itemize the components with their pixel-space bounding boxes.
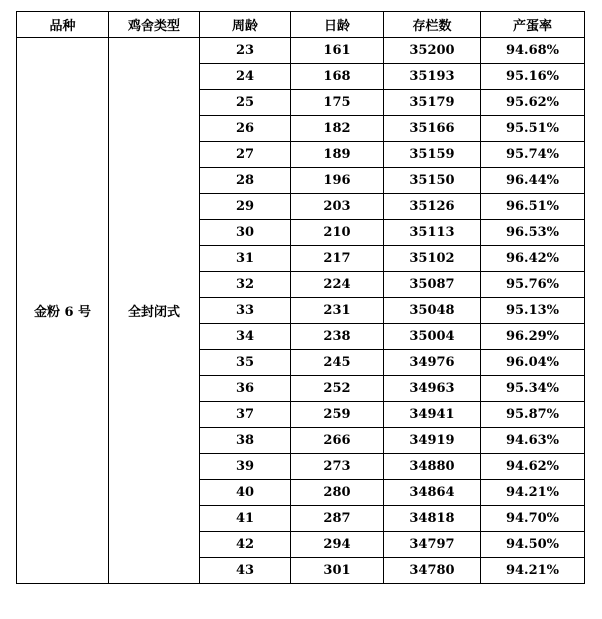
cell-stock-count: 34864 [384, 480, 481, 506]
cell-breed: 金粉 6 号 [17, 38, 109, 584]
cell-week-age: 35 [200, 350, 291, 376]
cell-stock-count: 34919 [384, 428, 481, 454]
cell-laying-rate: 94.50% [481, 532, 585, 558]
header-stock-count: 存栏数 [384, 12, 481, 38]
cell-day-age: 245 [291, 350, 384, 376]
cell-week-age: 26 [200, 116, 291, 142]
cell-laying-rate: 95.16% [481, 64, 585, 90]
cell-week-age: 23 [200, 38, 291, 64]
table-row [17, 38, 585, 64]
cell-day-age: 280 [291, 480, 384, 506]
cell-laying-rate: 94.63% [481, 428, 585, 454]
cell-week-age: 43 [200, 558, 291, 584]
cell-stock-count: 35113 [384, 220, 481, 246]
cell-stock-count: 35087 [384, 272, 481, 298]
header-day-age: 日龄 [291, 12, 384, 38]
cell-stock-count: 35166 [384, 116, 481, 142]
cell-week-age: 28 [200, 168, 291, 194]
cell-day-age: 189 [291, 142, 384, 168]
cell-week-age: 33 [200, 298, 291, 324]
cell-stock-count: 35048 [384, 298, 481, 324]
cell-day-age: 217 [291, 246, 384, 272]
cell-stock-count: 34941 [384, 402, 481, 428]
cell-day-age: 259 [291, 402, 384, 428]
cell-laying-rate: 96.53% [481, 220, 585, 246]
cell-day-age: 301 [291, 558, 384, 584]
cell-stock-count: 34818 [384, 506, 481, 532]
cell-week-age: 27 [200, 142, 291, 168]
cell-day-age: 273 [291, 454, 384, 480]
cell-laying-rate: 95.76% [481, 272, 585, 298]
cell-stock-count: 35126 [384, 194, 481, 220]
cell-week-age: 41 [200, 506, 291, 532]
cell-week-age: 29 [200, 194, 291, 220]
cell-laying-rate: 94.21% [481, 480, 585, 506]
cell-stock-count: 34797 [384, 532, 481, 558]
cell-laying-rate: 95.62% [481, 90, 585, 116]
cell-day-age: 287 [291, 506, 384, 532]
cell-week-age: 32 [200, 272, 291, 298]
cell-house-type: 全封闭式 [109, 38, 200, 584]
cell-stock-count: 35179 [384, 90, 481, 116]
cell-laying-rate: 96.44% [481, 168, 585, 194]
cell-stock-count: 34976 [384, 350, 481, 376]
cell-day-age: 196 [291, 168, 384, 194]
cell-day-age: 238 [291, 324, 384, 350]
header-house-type: 鸡舍类型 [109, 12, 200, 38]
cell-laying-rate: 94.70% [481, 506, 585, 532]
cell-week-age: 40 [200, 480, 291, 506]
cell-day-age: 252 [291, 376, 384, 402]
cell-laying-rate: 95.34% [481, 376, 585, 402]
cell-stock-count: 35004 [384, 324, 481, 350]
cell-laying-rate: 95.13% [481, 298, 585, 324]
cell-laying-rate: 95.87% [481, 402, 585, 428]
header-laying-rate: 产蛋率 [481, 12, 585, 38]
cell-laying-rate: 96.04% [481, 350, 585, 376]
cell-laying-rate: 94.21% [481, 558, 585, 584]
cell-stock-count: 34780 [384, 558, 481, 584]
cell-day-age: 182 [291, 116, 384, 142]
cell-laying-rate: 96.42% [481, 246, 585, 272]
cell-day-age: 231 [291, 298, 384, 324]
cell-laying-rate: 94.62% [481, 454, 585, 480]
cell-laying-rate: 94.68% [481, 38, 585, 64]
cell-laying-rate: 96.51% [481, 194, 585, 220]
cell-laying-rate: 96.29% [481, 324, 585, 350]
cell-stock-count: 35193 [384, 64, 481, 90]
cell-stock-count: 35150 [384, 168, 481, 194]
cell-day-age: 175 [291, 90, 384, 116]
cell-week-age: 39 [200, 454, 291, 480]
cell-day-age: 266 [291, 428, 384, 454]
cell-week-age: 42 [200, 532, 291, 558]
cell-stock-count: 35102 [384, 246, 481, 272]
cell-laying-rate: 95.51% [481, 116, 585, 142]
data-table-container [16, 11, 585, 584]
egg-production-table [16, 11, 585, 584]
cell-day-age: 161 [291, 38, 384, 64]
cell-week-age: 31 [200, 246, 291, 272]
header-breed: 品种 [17, 12, 109, 38]
cell-day-age: 224 [291, 272, 384, 298]
cell-day-age: 168 [291, 64, 384, 90]
table-body [17, 38, 585, 584]
cell-laying-rate: 95.74% [481, 142, 585, 168]
cell-week-age: 25 [200, 90, 291, 116]
cell-week-age: 38 [200, 428, 291, 454]
cell-week-age: 36 [200, 376, 291, 402]
cell-stock-count: 34963 [384, 376, 481, 402]
cell-day-age: 210 [291, 220, 384, 246]
cell-day-age: 203 [291, 194, 384, 220]
cell-week-age: 24 [200, 64, 291, 90]
header-row [17, 12, 585, 38]
cell-stock-count: 35159 [384, 142, 481, 168]
cell-week-age: 30 [200, 220, 291, 246]
header-week-age: 周龄 [200, 12, 291, 38]
cell-stock-count: 35200 [384, 38, 481, 64]
cell-day-age: 294 [291, 532, 384, 558]
cell-stock-count: 34880 [384, 454, 481, 480]
cell-week-age: 37 [200, 402, 291, 428]
cell-week-age: 34 [200, 324, 291, 350]
